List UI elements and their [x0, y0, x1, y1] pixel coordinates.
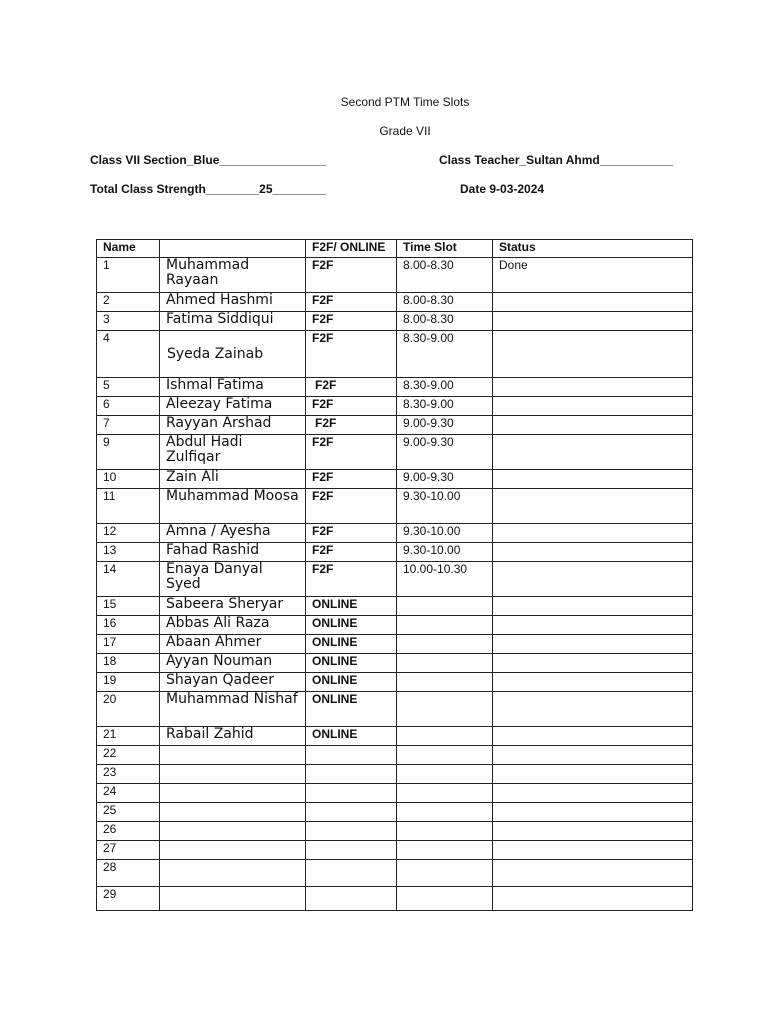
- class-strength-line: Total Class Strength________25________: [90, 182, 326, 196]
- table-row: [97, 673, 693, 692]
- row-number: 3: [97, 312, 160, 331]
- meeting-mode: ONLINE: [306, 673, 397, 692]
- time-slot: [397, 654, 493, 673]
- time-slot: [397, 765, 493, 784]
- student-name: Ishmal Fatima: [160, 378, 306, 397]
- table-header-row: [97, 240, 693, 258]
- student-name: Muhammad Rayaan: [160, 258, 306, 293]
- meeting-mode: ONLINE: [306, 727, 397, 746]
- student-name: [160, 803, 306, 822]
- meeting-mode: F2F: [306, 258, 397, 293]
- table-row: [97, 489, 693, 524]
- table-row: [97, 727, 693, 746]
- time-slot: [397, 887, 493, 911]
- row-number: 6: [97, 397, 160, 416]
- time-slot: 10.00-10.30: [397, 562, 493, 597]
- row-number: 26: [97, 822, 160, 841]
- row-number: 21: [97, 727, 160, 746]
- row-number: 27: [97, 841, 160, 860]
- meeting-mode: F2F: [306, 543, 397, 562]
- row-number: 15: [97, 597, 160, 616]
- table-row: [97, 746, 693, 765]
- student-name: Ahmed Hashmi: [160, 293, 306, 312]
- table-row: [97, 654, 693, 673]
- meeting-mode: F2F: [306, 524, 397, 543]
- status: [493, 673, 693, 692]
- student-name: Zain Ali: [160, 470, 306, 489]
- time-slot: [397, 635, 493, 654]
- status: [493, 746, 693, 765]
- table-row: [97, 692, 693, 727]
- student-name: [160, 860, 306, 887]
- time-slot: 9.00-9.30: [397, 435, 493, 470]
- time-slot: 8.00-8.30: [397, 258, 493, 293]
- class-teacher-line: Class Teacher_Sultan Ahmd___________: [439, 153, 674, 167]
- row-number: 7: [97, 416, 160, 435]
- time-slot: 9.30-10.00: [397, 543, 493, 562]
- meeting-mode: F2F: [306, 397, 397, 416]
- row-number: 2: [97, 293, 160, 312]
- row-number: 9: [97, 435, 160, 470]
- table-body: [97, 258, 693, 911]
- table-row: [97, 416, 693, 435]
- status: [493, 524, 693, 543]
- status: [493, 887, 693, 911]
- student-name: Shayan Qadeer: [160, 673, 306, 692]
- status: [493, 654, 693, 673]
- status: [493, 562, 693, 597]
- student-name: [160, 746, 306, 765]
- table-row: [97, 822, 693, 841]
- student-name: Rabail Zahid: [160, 727, 306, 746]
- meeting-mode: [306, 887, 397, 911]
- time-slot: 9.30-10.00: [397, 489, 493, 524]
- row-number: 16: [97, 616, 160, 635]
- time-slot: 9.00-9.30: [397, 416, 493, 435]
- student-name: Muhammad Moosa: [160, 489, 306, 524]
- time-slot: 8.00-8.30: [397, 293, 493, 312]
- meeting-mode: F2F: [306, 378, 397, 397]
- status: [493, 470, 693, 489]
- meeting-mode: F2F: [306, 489, 397, 524]
- time-slot: [397, 673, 493, 692]
- row-number: 13: [97, 543, 160, 562]
- class-section-line: Class VII Section_Blue________________: [90, 153, 327, 167]
- status: [493, 416, 693, 435]
- student-name: Fatima Siddiqui: [160, 312, 306, 331]
- table-row: [97, 331, 693, 378]
- time-slot: 8.30-9.00: [397, 397, 493, 416]
- table-row: [97, 860, 693, 887]
- row-number: 19: [97, 673, 160, 692]
- time-slot: [397, 727, 493, 746]
- table-row: [97, 597, 693, 616]
- status: [493, 727, 693, 746]
- student-name: Muhammad Nishaf: [160, 692, 306, 727]
- student-name: Rayyan Arshad: [160, 416, 306, 435]
- status: [493, 293, 693, 312]
- time-slot: [397, 841, 493, 860]
- document-title: Second PTM Time Slots: [340, 95, 470, 109]
- time-slot: [397, 616, 493, 635]
- column-header-name: Name: [97, 240, 160, 258]
- row-number: 14: [97, 562, 160, 597]
- table-row: [97, 841, 693, 860]
- column-header-mode: F2F/ ONLINE: [306, 240, 397, 258]
- row-number: 1: [97, 258, 160, 293]
- status: [493, 635, 693, 654]
- student-name: [160, 784, 306, 803]
- meeting-mode: F2F: [306, 562, 397, 597]
- student-name: Aleezay Fatima: [160, 397, 306, 416]
- table-row: [97, 803, 693, 822]
- status: [493, 860, 693, 887]
- table-row: [97, 765, 693, 784]
- student-name: Sabeera Sheryar: [160, 597, 306, 616]
- time-slot: 8.30-9.00: [397, 378, 493, 397]
- table-row: [97, 258, 693, 293]
- table-row: [97, 543, 693, 562]
- status: [493, 765, 693, 784]
- status: [493, 616, 693, 635]
- student-name: [160, 822, 306, 841]
- status: [493, 331, 693, 378]
- time-slot: 9.00-9.30: [397, 470, 493, 489]
- student-name: Ayyan Nouman: [160, 654, 306, 673]
- student-name: Abaan Ahmer: [160, 635, 306, 654]
- meeting-mode: [306, 746, 397, 765]
- meeting-mode: F2F: [306, 435, 397, 470]
- row-number: 10: [97, 470, 160, 489]
- row-number: 5: [97, 378, 160, 397]
- student-name: [160, 765, 306, 784]
- status: Done: [493, 258, 693, 293]
- table-row: [97, 784, 693, 803]
- table-row: [97, 635, 693, 654]
- time-slot: 8.30-9.00: [397, 331, 493, 378]
- student-name: Enaya Danyal Syed: [160, 562, 306, 597]
- table-row: [97, 524, 693, 543]
- time-slots-table: [96, 239, 693, 911]
- status: [493, 692, 693, 727]
- column-header-student: [160, 240, 306, 258]
- table-row: [97, 470, 693, 489]
- row-number: 29: [97, 887, 160, 911]
- row-number: 20: [97, 692, 160, 727]
- meeting-mode: ONLINE: [306, 616, 397, 635]
- row-number: 23: [97, 765, 160, 784]
- row-number: 18: [97, 654, 160, 673]
- table-row: [97, 293, 693, 312]
- status: [493, 312, 693, 331]
- table-row: [97, 435, 693, 470]
- status: [493, 822, 693, 841]
- time-slot: [397, 692, 493, 727]
- meeting-mode: [306, 784, 397, 803]
- table-row: [97, 616, 693, 635]
- student-name: Abdul Hadi Zulfiqar: [160, 435, 306, 470]
- table-row: [97, 312, 693, 331]
- row-number: 22: [97, 746, 160, 765]
- status: [493, 378, 693, 397]
- time-slot: 8.00-8.30: [397, 312, 493, 331]
- status: [493, 841, 693, 860]
- meeting-mode: [306, 765, 397, 784]
- status: [493, 784, 693, 803]
- time-slot: [397, 822, 493, 841]
- meeting-mode: [306, 860, 397, 887]
- meeting-mode: [306, 803, 397, 822]
- row-number: 17: [97, 635, 160, 654]
- time-slot: [397, 784, 493, 803]
- status: [493, 489, 693, 524]
- time-slot: 9.30-10.00: [397, 524, 493, 543]
- meeting-mode: ONLINE: [306, 654, 397, 673]
- time-slot: [397, 860, 493, 887]
- meeting-mode: F2F: [306, 416, 397, 435]
- meeting-mode: [306, 822, 397, 841]
- row-number: 11: [97, 489, 160, 524]
- table-row: [97, 562, 693, 597]
- column-header-status: Status: [493, 240, 693, 258]
- student-name: Fahad Rashid: [160, 543, 306, 562]
- status: [493, 397, 693, 416]
- time-slot: [397, 803, 493, 822]
- table-row: [97, 378, 693, 397]
- time-slot: [397, 597, 493, 616]
- student-name: Abbas Ali Raza: [160, 616, 306, 635]
- meeting-mode: F2F: [306, 331, 397, 378]
- grade-label: Grade VII: [379, 124, 431, 138]
- column-header-time-slot: Time Slot: [397, 240, 493, 258]
- row-number: 28: [97, 860, 160, 887]
- table-row: [97, 397, 693, 416]
- date-line: Date 9-03-2024: [460, 182, 545, 196]
- meeting-mode: [306, 841, 397, 860]
- student-name: Syeda Zainab: [160, 331, 306, 378]
- meeting-mode: ONLINE: [306, 692, 397, 727]
- status: [493, 435, 693, 470]
- student-name: [160, 841, 306, 860]
- meeting-mode: ONLINE: [306, 597, 397, 616]
- status: [493, 803, 693, 822]
- meeting-mode: F2F: [306, 293, 397, 312]
- meeting-mode: ONLINE: [306, 635, 397, 654]
- row-number: 12: [97, 524, 160, 543]
- student-name: [160, 887, 306, 911]
- row-number: 4: [97, 331, 160, 378]
- meeting-mode: F2F: [306, 312, 397, 331]
- meeting-mode: F2F: [306, 470, 397, 489]
- row-number: 25: [97, 803, 160, 822]
- table-row: [97, 887, 693, 911]
- student-name: Amna / Ayesha: [160, 524, 306, 543]
- status: [493, 597, 693, 616]
- time-slot: [397, 746, 493, 765]
- status: [493, 543, 693, 562]
- row-number: 24: [97, 784, 160, 803]
